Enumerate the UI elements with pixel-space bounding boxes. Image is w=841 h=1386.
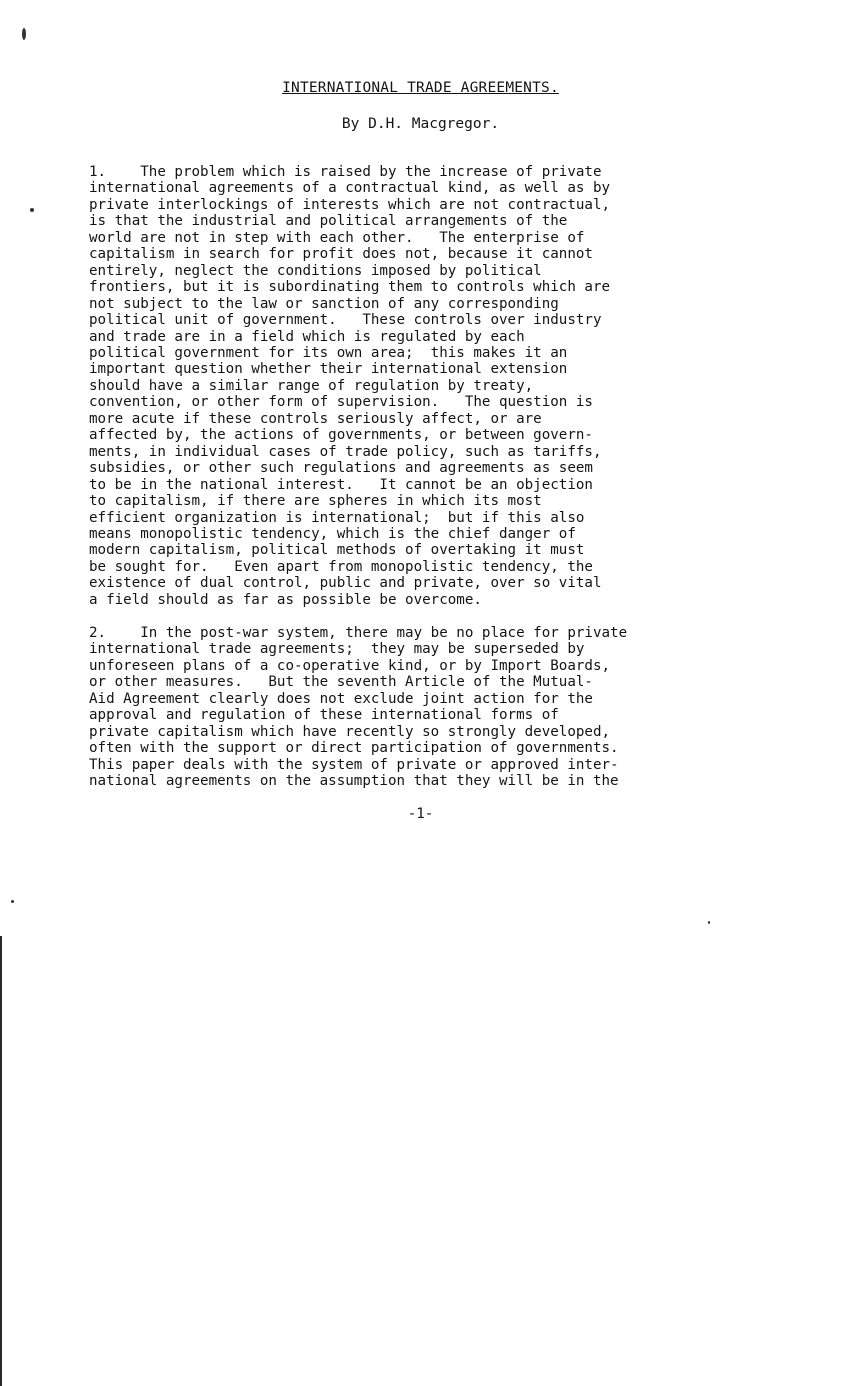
scan-speck	[30, 208, 34, 212]
scan-speck	[22, 28, 26, 40]
paragraph-1: 1. The problem which is raised by the increase of private international agreements of a contractual kind, as well as by private interlockings of interests which are not contractual, is that the industrial and political arrangements of the world are not in step with each other. The enterprise of capitalism in search for profit does not, because it cannot entirely, neglect the conditions imposed by political frontiers, but it is subordinating them to controls which are not subject to the law or sanction of any corresponding political unit of government. These controls over industry and trade are in a field which is regulated by each political government for its own area; this makes it an important question whether their international extension should have a similar range of regulation by treaty, convention, or other form of supervision. The question is more acute if these controls seriously affect, or are affected by, the actions of governments, or between govern- ments, in individual cases of trade policy, such as tariffs, subsidies, or other such regulations and agreements as seem to be in the national interest. It cannot be an objection to capitalism, if there are spheres in which its most efficient organization is international; but if this also means monopolistic tendency, which is the chief danger of modern capitalism, political methods of overtaking it must be sought for. Even apart from monopolistic tendency, the existence of dual control, public and private, over so vital a field should as far as possible be overcome.	[89, 164, 611, 608]
document-title-text: INTERNATIONAL TRADE AGREEMENTS.	[282, 80, 559, 96]
document-title	[0, 80, 841, 96]
paragraph-2: 2. In the post-war system, there may be no place for private international trade agreements; they may be superseded by unforeseen plans of a co-operative kind, or by Import Boards, or other measures. But the seventh Article of the Mutual- Aid Agreement clearly does not exclude joint action for the approval and regulation of these international forms of private capitalism which have recently so strongly developed, often with the support or direct participation of governments. This paper deals with the system of private or approved inter- national agreements on the assumption that they will be in the	[89, 625, 628, 790]
page-number: -1-	[407, 806, 434, 822]
scan-edge-mark	[0, 936, 2, 1386]
scan-speck	[708, 921, 710, 924]
author-byline: By D.H. Macgregor.	[341, 116, 500, 132]
scan-speck	[11, 900, 14, 903]
